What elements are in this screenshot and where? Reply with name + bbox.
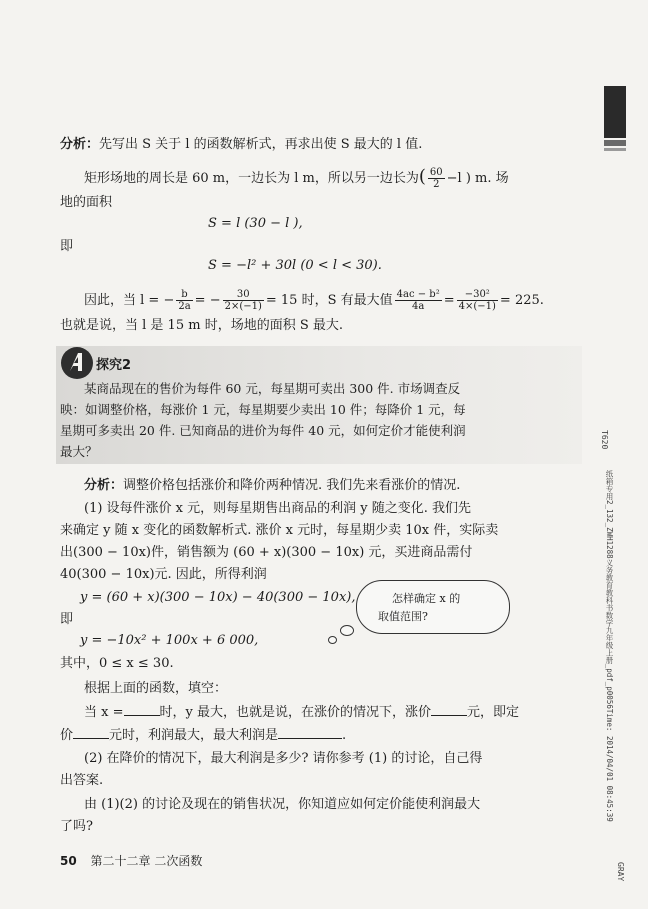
question-3-line: 了吗?	[60, 819, 93, 834]
thought-cloud	[356, 580, 510, 634]
frac-denominator: 2×(−1)	[224, 301, 262, 312]
body-line: 40(300 − 10x)元. 因此，所得利润	[60, 567, 267, 582]
conclusion-2: 也就是说，当 l 是 15 m 时，场地的面积 S 最大.	[60, 318, 343, 333]
text: = 15 时，S 有最大值	[265, 293, 393, 308]
scan-bar	[604, 140, 626, 146]
question-3-line: 由 (1)(2) 的讨论及现在的销售状况，你知道应如何定价能使利润最大	[84, 797, 481, 812]
question-2-line: 出答案.	[60, 773, 104, 788]
fraction	[457, 289, 498, 312]
frac-numerator: b	[176, 289, 192, 301]
body-line: 出(300 − 10x)件，销售额为 (60 + x)(300 − 10x) 元，买进商品需付	[60, 545, 473, 560]
text: 价	[60, 728, 74, 743]
analysis-text: 先写出 S 关于 l 的函数解析式，再求出使 S 最大的 l 值.	[99, 137, 423, 152]
text: 元，即定	[466, 705, 519, 720]
scan-bar	[604, 86, 626, 138]
side-code: T620	[600, 430, 609, 450]
explore-line: 星期可多卖出 20 件. 已知商品的进价为每件 40 元，如何定价才能使利润	[60, 423, 466, 438]
question-2-line: (2) 在降价的情况下，最大利润是多少? 请你参考 (1) 的讨论，自己得	[84, 751, 483, 766]
cloud-line: 怎样确定 x 的	[392, 592, 461, 605]
body-line: 来确定 y 随 x 变化的函数解析式. 涨价 x 元时，每星期少卖 10x 件，实际卖	[60, 523, 499, 538]
fraction	[428, 167, 445, 190]
blank-field[interactable]	[278, 726, 342, 739]
page-number: 50	[60, 854, 77, 868]
frac-denominator: 2	[433, 179, 440, 190]
analysis-label: 分析：	[60, 137, 100, 152]
explore-line: 某商品现在的售价为每件 60 元，每星期可卖出 300 件. 市场调查反	[84, 381, 461, 396]
text: = −	[194, 293, 221, 308]
frac-denominator: 4a	[412, 301, 425, 312]
thought-cloud-tail	[328, 636, 337, 644]
fill-intro: 根据上面的函数，填空：	[84, 681, 228, 696]
cloud-line: 取值范围?	[378, 610, 428, 623]
area-label: 地的面积	[60, 195, 113, 210]
scan-bar	[604, 148, 626, 151]
side-scan-info: 纸箱专用2_132_ZWH1288义务教育教科书数学九年级上册_pdf_p0056Time: 2014/04/01 08:45:39	[605, 470, 614, 822]
formula-area-expanded: S = −l² + 30l (0 < l < 30).	[208, 258, 382, 273]
analysis-label: 分析：	[84, 478, 124, 493]
fill-line-1	[84, 703, 519, 722]
analysis-2	[84, 477, 460, 495]
perimeter-line: 矩形场地的周长是 60 m，一边长为 l m，所以另一边长为( $\frac{60}{2}$ −l ) m. 场	[84, 166, 509, 190]
explore-icon	[58, 344, 96, 382]
text: 元时，利润最大，最大利润是	[109, 728, 279, 743]
text: = 225.	[499, 293, 544, 308]
frac-denominator: 4×(−1)	[458, 301, 496, 312]
frac-numerator: −30²	[457, 289, 498, 301]
fraction	[395, 289, 442, 312]
ji-label: 即	[60, 239, 74, 254]
blank-field[interactable]	[431, 703, 467, 716]
analysis-text: 调整价格包括涨价和降价两种情况. 我们先来看涨价的情况.	[123, 478, 461, 493]
conclusion-line	[84, 289, 544, 312]
text: 因此，当 l = −	[84, 293, 175, 308]
frac-numerator: 4ac − b²	[396, 289, 440, 300]
side-gray: GRAY	[616, 862, 625, 882]
formula-profit: y = (60 + x)(300 − 10x) − 40(300 − 10x),	[80, 590, 356, 605]
page-footer	[60, 852, 202, 869]
blank-field[interactable]	[73, 726, 109, 739]
perimeter-after: −l ) m. 场	[446, 171, 509, 186]
explore-line: 映：如调整价格，每涨价 1 元，每星期要少卖出 10 件；每降价 1 元，每	[60, 402, 466, 417]
text: =	[443, 293, 455, 308]
perimeter-text: 矩形场地的周长是 60 m，一边长为 l m，所以另一边长为	[84, 171, 419, 186]
thought-cloud-tail	[340, 625, 354, 636]
formula-profit-expanded: y = −10x² + 100x + 6 000,	[80, 633, 259, 648]
frac-numerator: 60	[429, 167, 443, 178]
frac-numerator: 30	[223, 289, 264, 301]
body-line: (1) 设每件涨价 x 元，则每星期售出商品的利润 y 随之变化. 我们先	[84, 501, 472, 516]
analysis-1	[60, 136, 422, 154]
text: 当 x =	[84, 705, 124, 720]
ji-label: 即	[60, 612, 74, 627]
text: 时，y 最大，也就是说，在涨价的情况下，涨价	[159, 705, 431, 720]
fraction	[176, 289, 192, 312]
fill-line-2	[60, 726, 346, 745]
formula-area: S = l (30 − l ),	[208, 216, 303, 231]
frac-denominator: 2a	[178, 301, 191, 312]
chapter-title: 第二十二章 二次函数	[90, 854, 203, 868]
explore-title: 探究2	[96, 358, 132, 373]
text: .	[342, 728, 347, 743]
range-text: 其中，0 ≤ x ≤ 30.	[60, 656, 174, 671]
fraction	[223, 289, 264, 312]
blank-field[interactable]	[124, 703, 160, 716]
explore-line: 最大？	[60, 444, 98, 459]
